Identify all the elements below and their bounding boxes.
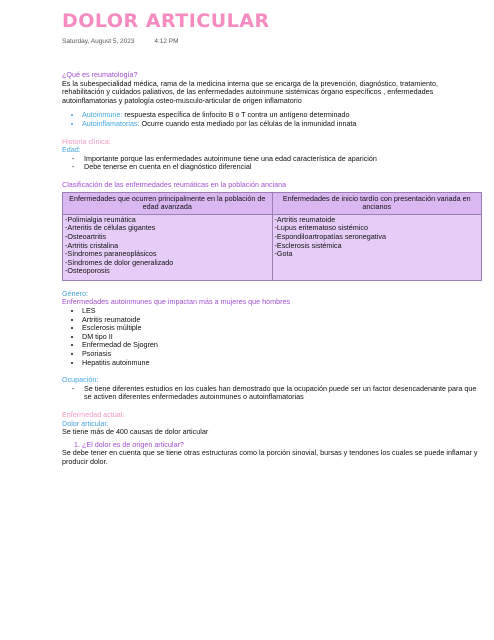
list-item: • Psoriasis bbox=[82, 350, 482, 359]
page-title: DOLOR ARTICULAR bbox=[62, 10, 270, 32]
dolor-label: Dolor articular: bbox=[62, 418, 109, 428]
table-cell-line: -Esclerosis sistémica bbox=[274, 240, 342, 250]
origin-answer: Se debe tener en cuenta que se tiene otras estructuras como la porción sinovial, bursas y tendones los cuales se puede inflamar y producir dolor. bbox=[62, 448, 478, 466]
intro-section bbox=[62, 71, 482, 129]
genero-list bbox=[62, 307, 482, 367]
note-date: Saturday, August 5, 2023 bbox=[62, 38, 135, 45]
desc-autoinflamatorias: Ocurre cuando esta mediado por las células de la inmunidad innata bbox=[139, 118, 357, 128]
desc-autoinmune: respuesta específica de linfocito B o T contra un antígeno determinado bbox=[122, 110, 350, 120]
table-cell-line: -Síndromes paraneoplásicos bbox=[65, 249, 157, 259]
table-cell-line: -Espondiloartropatías seronegativa bbox=[274, 231, 386, 241]
note-meta bbox=[62, 38, 482, 45]
intro-list bbox=[62, 111, 482, 128]
list-item: - Debe tenerse en cuenta en el diagnóstico diferencial bbox=[84, 163, 482, 172]
table-cell-line: -Síndromes de dolor generalizado bbox=[65, 257, 174, 267]
list-item: - Importante porque las enfermedades autoinmune tiene una edad característica de aparición bbox=[84, 155, 482, 164]
historia-section bbox=[62, 138, 482, 172]
ocupacion-list bbox=[62, 385, 482, 402]
list-item: • Artritis reumatoide bbox=[82, 316, 482, 325]
term-autoinmune: Autoinmune: bbox=[82, 110, 123, 120]
table-header: Enfermedades de inicio tardío con presentación variada en ancianos bbox=[272, 192, 482, 214]
table-cell-line: -Arteritis de células gigantes bbox=[65, 223, 156, 233]
historia-heading: Historia clínica: bbox=[62, 136, 111, 146]
edad-list bbox=[62, 155, 482, 172]
table-cell-line: -Polimialgia reumática bbox=[65, 214, 136, 224]
list-item: • Esclerosis múltiple bbox=[82, 324, 482, 333]
origin-question: 1. ¿El dolor es de origen articular? bbox=[82, 441, 482, 450]
ocupacion-section bbox=[62, 376, 482, 402]
genero-section bbox=[62, 290, 482, 367]
list-item: • LES bbox=[82, 307, 482, 316]
classification-table bbox=[62, 192, 482, 281]
edad-label: Edad: bbox=[62, 145, 81, 155]
intro-question: ¿Qué es reumatología? bbox=[62, 70, 138, 79]
table-cell bbox=[63, 214, 273, 280]
list-item bbox=[82, 120, 482, 129]
table-cell-line: -Artritis cristalina bbox=[65, 240, 119, 250]
list-item: • DM tipo II bbox=[82, 333, 482, 342]
note-time: 4:12 PM bbox=[154, 38, 179, 45]
table-cell bbox=[272, 214, 482, 280]
table-header: Enfermedades que ocurren principalmente en la población de edad avanzada bbox=[63, 192, 273, 214]
intro-text: Es la subespecialidad médica, rama de la medicina interna que se encarga de la prevención, diagnóstico, tratamiento, rehabilitación y cuidados paliativos, de las enfermedades autoinmune sistémicas órgano específicos , enfermedades autoinflamatorias y patología osteo-musculo-articular de origen inflamatorio bbox=[62, 78, 438, 105]
table-cell-line: -Gota bbox=[274, 249, 293, 259]
enfermedad-section bbox=[62, 411, 482, 467]
table-cell-line: -Osteoartritis bbox=[65, 231, 107, 241]
list-item: • Hepatitis autoinmune bbox=[82, 359, 482, 368]
table-section bbox=[62, 181, 482, 281]
genero-subheading: Enfermedades autoinmunes que impactan más a mujeres que hombres bbox=[62, 297, 291, 307]
ocupacion-heading: Ocupación: bbox=[62, 375, 99, 385]
note-page bbox=[62, 10, 482, 467]
dolor-text: Se tiene más de 400 causas de dolor articular bbox=[62, 427, 209, 437]
table-caption: Clasificación de las enfermedades reumáticas en la población anciana bbox=[62, 179, 287, 189]
list-item: - Se tiene diferentes estudios en los cuales han demostrado que la ocupación puede ser un factor desencadenante para que se activen diferentes enfermedades autoinmunes o autoinflamatorias bbox=[84, 385, 482, 402]
genero-heading: Género: bbox=[62, 288, 88, 298]
term-autoinflamatorias: Autoinflamatorias: bbox=[82, 118, 140, 128]
table-cell-line: -Artritis reumatoide bbox=[274, 214, 336, 224]
enfermedad-heading: Enfermedad actual: bbox=[62, 410, 125, 419]
table-cell-line: -Lupus eritematoso sistémico bbox=[274, 223, 368, 233]
list-item: • Enfermedad de Sjogren bbox=[82, 341, 482, 350]
table-cell-line: -Osteoporosis bbox=[65, 266, 110, 276]
